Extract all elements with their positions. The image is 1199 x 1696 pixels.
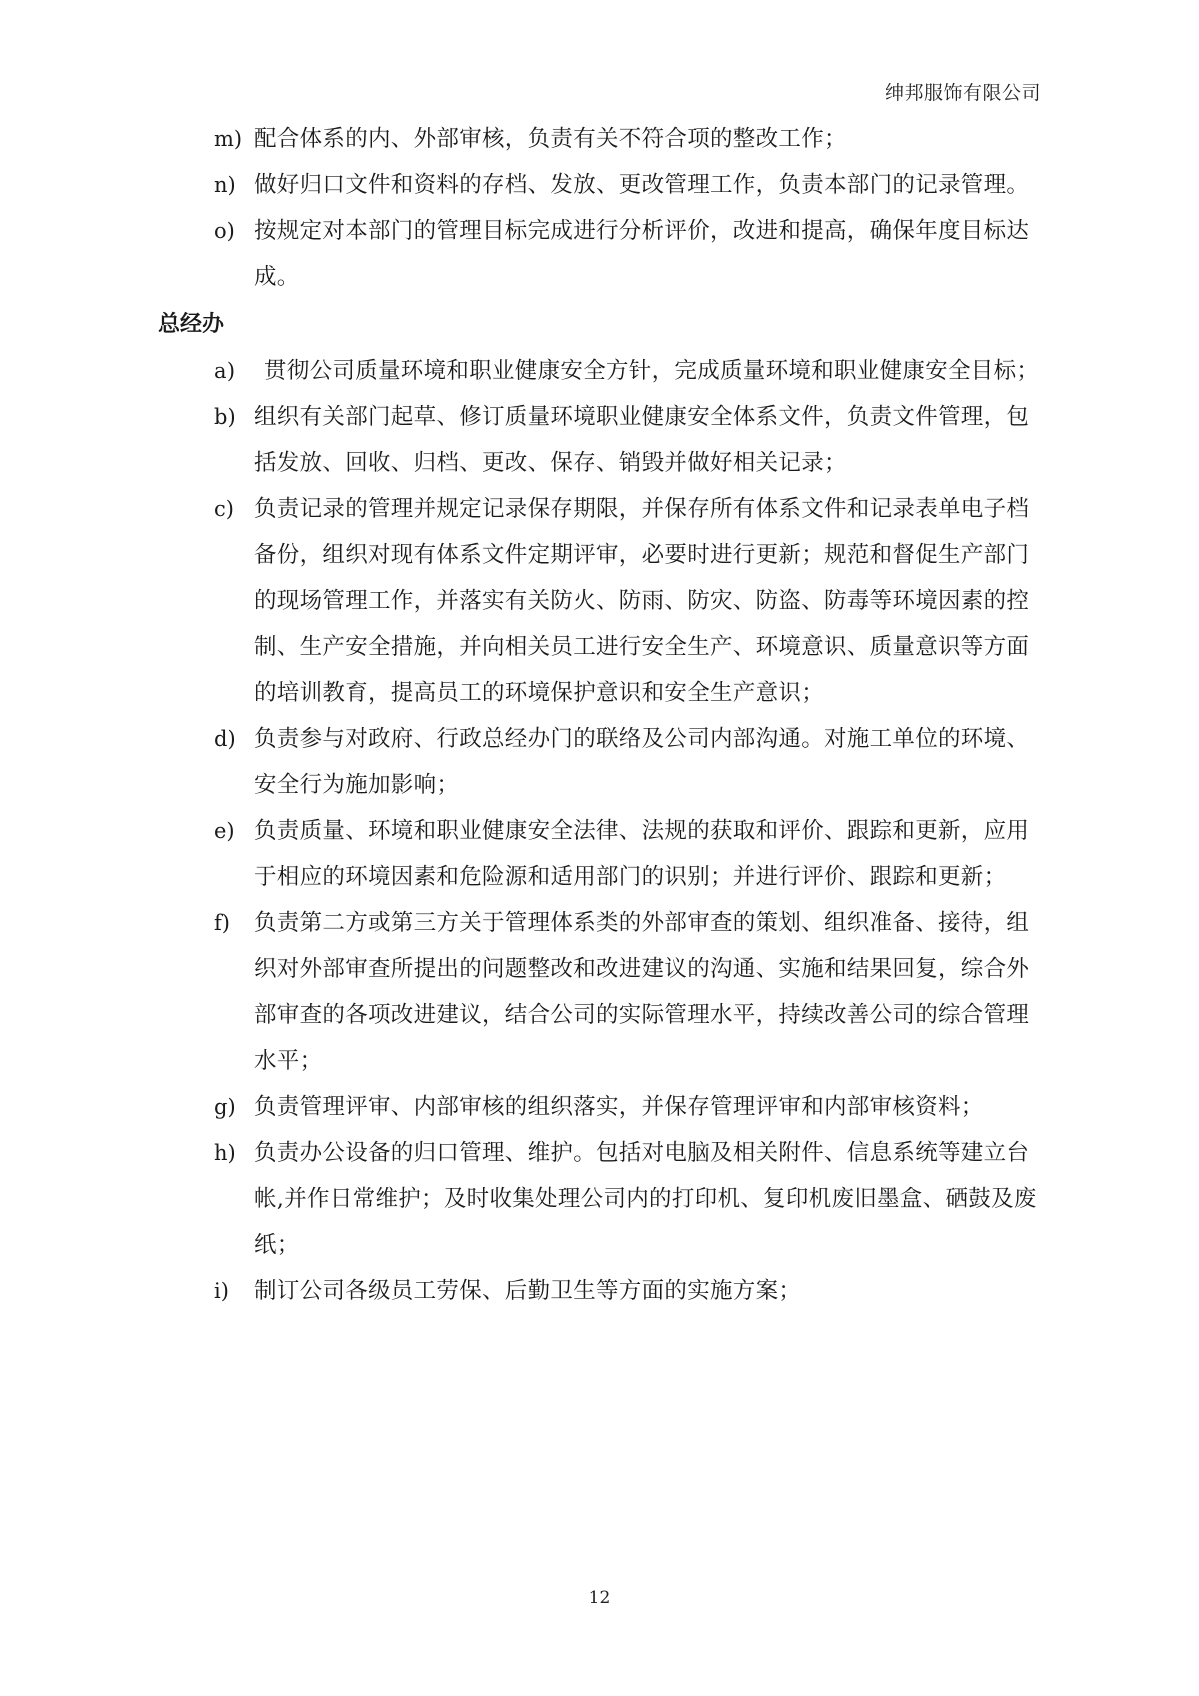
document-body (158, 116, 1050, 1314)
list-item-n (158, 162, 1050, 208)
list-marker: h) (214, 1141, 236, 1165)
list-marker: i) (214, 1279, 229, 1303)
list-item-o (158, 208, 1050, 300)
list-item-g (158, 1084, 1050, 1130)
list-item-text: 负责办公设备的归口管理、维护。包括对电脑及相关附件、信息系统等建立台帐,并作日常维护；及时收集处理公司内的打印机、复印机废旧墨盒、硒鼓及废纸； (254, 1140, 1037, 1258)
list-item-b (158, 394, 1050, 486)
list-marker: o) (214, 219, 235, 243)
list-marker: d) (214, 727, 236, 751)
list-item-text: 负责管理评审、内部审核的组织落实，并保存管理评审和内部审核资料； (254, 1094, 984, 1120)
page-number: 12 (588, 1588, 611, 1608)
list-item-h (158, 1130, 1050, 1268)
list-item-text: 做好归口文件和资料的存档、发放、更改管理工作，负责本部门的记录管理。 (254, 172, 1030, 198)
list-marker: n) (214, 173, 236, 197)
section-title: 总经办 (158, 312, 225, 337)
list-marker: e) (214, 819, 235, 843)
list-item-c (158, 486, 1050, 716)
list-item-a (158, 348, 1050, 394)
list-item-d (158, 716, 1050, 808)
list-item-text: 按规定对本部门的管理目标完成进行分析评价，改进和提高，确保年度目标达成。 (254, 218, 1030, 290)
list-item-text: 负责参与对政府、行政总经办门的联络及公司内部沟通。对施工单位的环境、安全行为施加影响； (254, 726, 1030, 798)
list-item-e (158, 808, 1050, 900)
list-item-text: 负责质量、环境和职业健康安全法律、法规的获取和评价、跟踪和更新，应用于相应的环境因素和危险源和适用部门的识别；并进行评价、跟踪和更新； (254, 818, 1030, 890)
list-marker: b) (214, 405, 236, 429)
list-item-i (158, 1268, 1050, 1314)
list-marker: m) (214, 127, 243, 151)
list-item-text: 负责记录的管理并规定记录保存期限，并保存所有体系文件和记录表单电子档备份，组织对现有体系文件定期评审，必要时进行更新；规范和督促生产部门的现场管理工作，并落实有关防火、防雨、防灾、防盗、防毒等环境因素的控制、生产安全措施，并向相关员工进行安全生产、环境意识、质量意识等方面的培训教育，提高员工的环境保护意识和安全生产意识； (254, 496, 1030, 706)
list-item-text: 贯彻公司质量环境和职业健康安全方针，完成质量环境和职业健康安全目标； (264, 358, 1040, 384)
company-header: 绅邦服饰有限公司 (884, 82, 1041, 104)
list-item-text: 组织有关部门起草、修订质量环境职业健康安全体系文件，负责文件管理，包括发放、回收、归档、更改、保存、销毁并做好相关记录； (254, 404, 1030, 476)
list-marker: c) (214, 497, 234, 521)
list-marker: g) (214, 1095, 236, 1119)
list-item-text: 负责第二方或第三方关于管理体系类的外部审查的策划、组织准备、接待，组织对外部审查所提出的问题整改和改进建议的沟通、实施和结果回复，综合外部审查的各项改进建议，结合公司的实际管理水平，持续改善公司的综合管理水平； (254, 910, 1030, 1074)
list-marker: a) (214, 359, 236, 383)
list-item-text: 配合体系的内、外部审核，负责有关不符合项的整改工作； (254, 126, 847, 152)
list-item-text: 制订公司各级员工劳保、后勤卫生等方面的实施方案； (254, 1278, 802, 1304)
list-item-m (158, 116, 1050, 162)
list-marker: f) (214, 911, 230, 935)
list-item-f (158, 900, 1050, 1084)
